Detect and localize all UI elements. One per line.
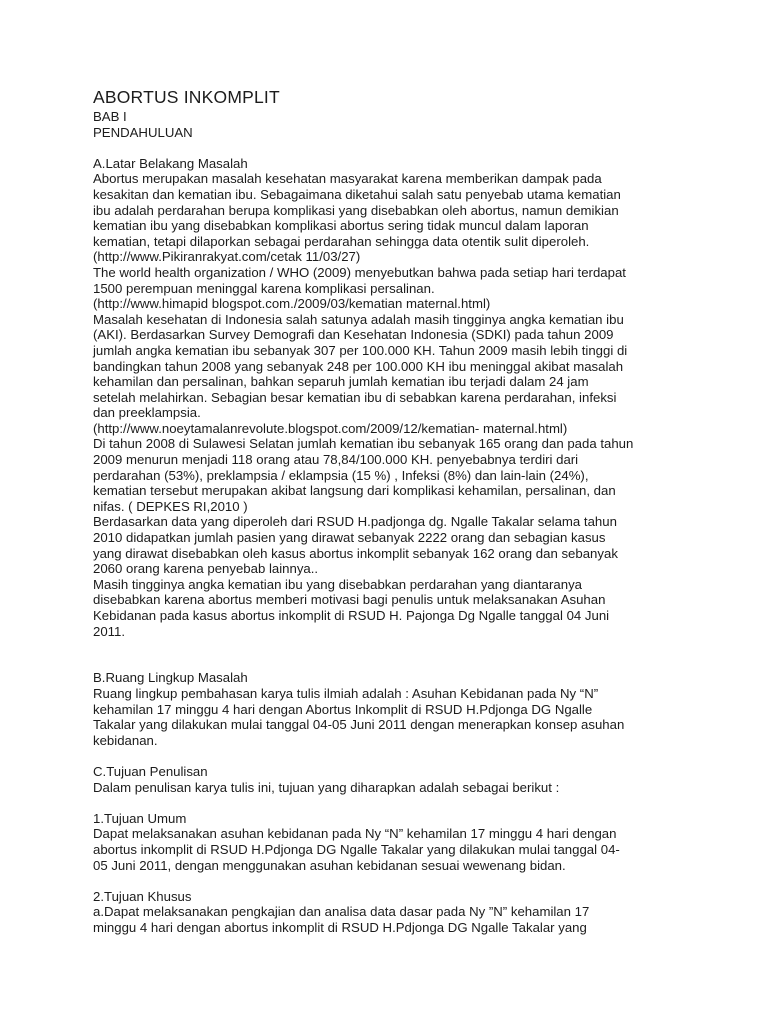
- chapter-label: BAB I: [93, 109, 127, 124]
- document-title: ABORTUS INKOMPLIT: [93, 87, 280, 107]
- text-line: perdarahan (53%), preklampsia / eklampsia (15 %) , Infeksi (8%) dan lain-lain (24%),: [93, 467, 589, 483]
- text-line: nifas. ( DEPKES RI,2010 ): [93, 498, 248, 514]
- section-objectives: [93, 764, 733, 795]
- text-line: Di tahun 2008 di Sulawesi Selatan jumlah kematian ibu sebanyak 165 orang dan pada tahun: [93, 436, 634, 452]
- text-line: kematian tersebut merupakan akibat langsung dari komplikasi kehamilan, persalinan, dan: [93, 483, 616, 499]
- text-line: kematian ibu yang disebabkan komplikasi abortus sering tidak muncul dalam laporan: [93, 218, 589, 234]
- text-line: Abortus merupakan masalah kesehatan masyarakat karena memberikan dampak pada: [93, 171, 602, 187]
- section-body: [93, 826, 733, 873]
- text-line: disebabkan karena abortus memberi motivasi bagi penulis untuk melaksanakan Asuhan: [93, 592, 606, 608]
- text-line: Masih tingginya angka kematian ibu yang disebabkan perdarahan yang diantaranya: [93, 576, 583, 592]
- text-line: kehamilan 17 minggu 4 hari dengan Abortus Inkomplit di RSUD H.Pdjonga DG Ngalle: [93, 701, 593, 717]
- text-line: kebidanan.: [93, 732, 158, 748]
- text-line: bandingkan tahun 2008 yang sebanyak 248 per 100.000 KH ibu meninggal akibat masalah: [93, 358, 624, 374]
- text-line: 2009 menurun menjadi 118 orang atau 78,84/100.000 KH. penyebabnya terdiri dari: [93, 452, 579, 468]
- section-heading: A.Latar Belakang Masalah: [93, 155, 248, 171]
- text-line: Masalah kesehatan di Indonesia salah satunya adalah masih tingginya angka kematian ibu: [93, 311, 624, 327]
- text-line: a.Dapat melaksanakan pengkajian dan analisa data dasar pada Ny ”N” kehamilan 17: [93, 904, 590, 920]
- section-heading: C.Tujuan Penulisan: [93, 763, 208, 779]
- text-line: kematian, tetapi dilaporkan sebagai perdarahan sehingga data otentik sulit diperoleh.: [93, 233, 590, 249]
- text-line: abortus inkomplit di RSUD H.Pdjonga DG Ngalle Takalar yang dilakukan mulai tanggal 04-: [93, 841, 620, 857]
- document-page: [93, 85, 733, 935]
- text-line: (AKI). Berdasarkan Survey Demografi dan Kesehatan Indonesia (SDKI) pada tahun 2009: [93, 327, 614, 343]
- text-line: setelah melahirkan. Sebagian besar kematian ibu di sebabkan karena perdarahan, infeksi: [93, 389, 617, 405]
- section-background: [93, 156, 733, 639]
- text-line: Dalam penulisan karya tulis ini, tujuan yang diharapkan adalah sebagai berikut :: [93, 779, 560, 795]
- section-body: [93, 686, 733, 748]
- text-line: Berdasarkan data yang diperoleh dari RSUD H.padjonga dg. Ngalle Takalar selama tahun: [93, 514, 617, 530]
- text-line: minggu 4 hari dengan abortus inkomplit di RSUD H.Pdjonga DG Ngalle Takalar yang: [93, 919, 587, 935]
- text-line: (http://www.noeytamalanrevolute.blogspot.com/2009/12/kematian- maternal.html): [93, 420, 568, 436]
- text-line: ibu adalah perdarahan berupa komplikasi yang disebabkan oleh abortus, namun demikian: [93, 202, 619, 218]
- text-line: Kebidanan pada kasus abortus inkomplit di RSUD H. Pajonga Dg Ngalle tanggal 04 Juni: [93, 608, 610, 623]
- text-line: jumlah angka kematian ibu sebanyak 307 per 100.000 KH. Tahun 2009 masih lebih tinggi di: [93, 342, 628, 358]
- section-heading: 1.Tujuan Umum: [93, 810, 187, 826]
- section-heading: B.Ruang Lingkup Masalah: [93, 670, 248, 686]
- text-line: Dapat melaksanakan asuhan kebidanan pada Ny “N” kehamilan 17 minggu 4 hari dengan: [93, 826, 617, 842]
- text-line: Ruang lingkup pembahasan karya tulis ilmiah adalah : Asuhan Kebidanan pada Ny “N”: [93, 685, 599, 701]
- text-line: 1500 perempuan meninggal karena komplikasi persalinan.: [93, 280, 435, 296]
- text-line: 2060 orang karena penyebab lainnya..: [93, 561, 319, 577]
- section-scope: [93, 670, 733, 748]
- section-body: [93, 171, 733, 639]
- text-line: dan preeklampsia.: [93, 405, 201, 421]
- text-line: kehamilan dan persalinan, bahkan separuh jumlah kematian ibu terjadi dalam 24 jam: [93, 374, 589, 390]
- section-specific-objective: [93, 889, 733, 936]
- chapter-title: PENDAHULUAN: [93, 124, 193, 140]
- text-line: yang dirawat disebabkan oleh kasus abortus inkomplit sebanyak 162 orang dan sebanyak: [93, 545, 618, 561]
- section-body: [93, 904, 733, 935]
- text-line: Takalar yang dilakukan mulai tanggal 04-05 Juni 2011 dengan menerapkan konsep asuhan: [93, 717, 625, 733]
- section-heading: 2.Tujuan Khusus: [93, 888, 192, 904]
- text-line: 2011.: [93, 623, 126, 639]
- text-line: The world health organization / WHO (2009) menyebutkan bahwa pada setiap hari terdapat: [93, 264, 626, 280]
- text-line: 05 Juni 2011, dengan menggunakan asuhan kebidanan sesuai wewenang bidan.: [93, 857, 566, 873]
- section-body: [93, 780, 733, 796]
- text-line: (http://www.Pikiranrakyat.com/cetak 11/03/27): [93, 249, 361, 265]
- text-line: kesakitan dan kematian ibu. Sebagaimana diketahui salah satu penyebab utama kematian: [93, 186, 621, 202]
- section-general-objective: [93, 811, 733, 873]
- text-line: 2010 didapatkan jumlah pasien yang dirawat sebanyak 2222 orang dan sebagian kasus: [93, 530, 606, 546]
- text-line: (http://www.himapid blogspot.com./2009/03/kematian maternal.html): [93, 296, 491, 312]
